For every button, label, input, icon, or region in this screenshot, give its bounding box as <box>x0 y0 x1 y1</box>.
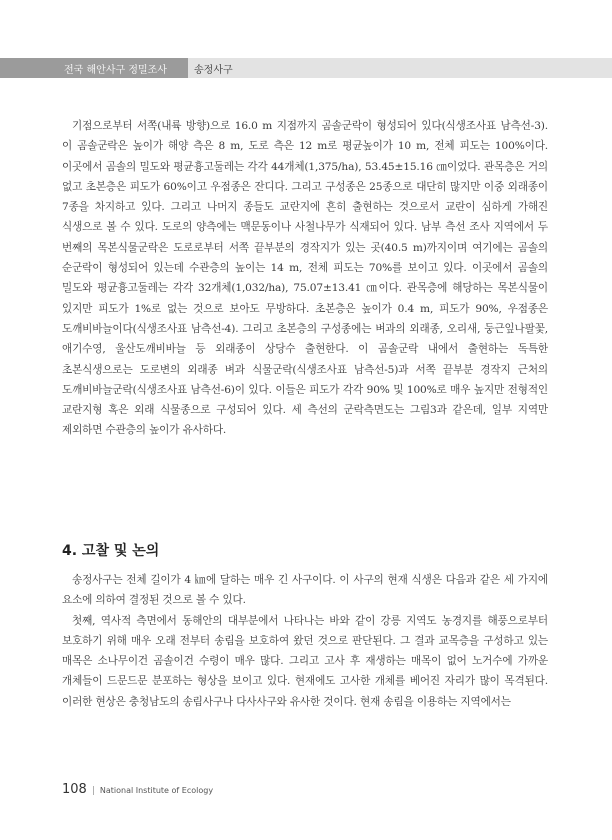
running-header <box>0 58 612 78</box>
body-text <box>62 116 548 441</box>
chapter-title: 송정사구 <box>194 65 233 76</box>
page-footer <box>62 778 213 797</box>
body-paragraph: 기점으로부터 서쪽(내륙 방향)으로 16.0 m 지점까지 곰솔군락이 형성되어 있다(식생조사표 남측선-3). 이 곰솔군락은 높이가 해양 측은 8 m, 도로 측은 12 m로 평균높이가 10 m, 전체 피도는 100%이다. 이곳에서 곰솔의 밀도와 평균흉고둘레는 각각 44개체(1,375/ha), 53.45±15.16 ㎝이었다. 관목층은 거의 없고 초본층은 피도가 60%이고 우점종은 잔디다. 그리고 구성종은 25종으로 대단히 많지만 이중 외래종이 7종을 차지하고 있다. 그리고 나머지 종들도 교란지에 흔히 출현하는 것으로서 교란이 심하게 가해진 식생으로 볼 수 있다. 도로의 양측에는 맥문동이나 사철나무가 식재되어 있다. 남부 측선 조사 지역에서 두 번째의 목본식물군락은 도로로부터 서쪽 끝부분의 경작지가 있는 곳(40.5 m)까지이며 여기에는 곰솔의 순군락이 형성되어 있는데 수관층의 높이는 14 m, 전체 피도는 70%를 보이고 있다. 이곳에서 곰솔의 밀도와 평균흉고둘레는 각각 32개체(1,032/ha), 75.07±13.41 ㎝이다. 관목층에 해당하는 목본식물이 있지만 피도가 1%로 없는 것으로 보아도 무방하다. 초본층은 높이가 0.4 m, 피도가 90%, 우점종은 도깨비바늘이다(식생조사표 남측선-4). 그리고 초본층의 구성종에는 벼과의 외래종, 오리새, 둥근잎나팔꽃, 애기수영, 울산도깨비바늘 등 외래종이 상당수 출현한다. 이 곰솔군락 내에서 출현하는 독특한 초본식생으로는 도로변의 외래종 벼과 식물군락(식생조사표 남측선-5)과 서쪽 끝부분 경작지 근처의 도깨비바늘군락(식생조사표 남측선-6)이 있다. 이들은 피도가 각각 90% 및 100%로 매우 높지만 전형적인 교란지형 혹은 외래 식물종으로 구성되어 있다. 세 측선의 군락측면도는 그림3과 같은데, 일부 지역만 제외하면 수관층의 높이가 유사하다. <box>62 120 548 437</box>
footer-separator: | <box>91 786 95 796</box>
page-number: 108 <box>62 782 87 797</box>
section-body <box>62 570 548 712</box>
section-paragraph: 첫째, 역사적 측면에서 동해안의 대부분에서 나타나는 바와 같이 강릉 지역도 농경지를 해풍으로부터 보호하기 위해 매우 오래 전부터 송림을 보호하여 왔던 것으로 판단된다. 그 결과 교목층을 구성하고 있는 매목은 소나무이건 곰솔이건 수령이 매우 많다. 그리고 고사 후 재생하는 매목이 없어 노거수에 가까운 개체들이 드문드문 분포하는 형상을 보이고 있다. 현재에도 고사한 개체를 베어진 자리가 많이 목격된다. 이러한 현상은 충청남도의 송림사구나 다사사구와 유사한 것이다. 현재 송림을 이용하는 지역에서는 <box>62 614 548 708</box>
section-paragraph: 송정사구는 전체 길이가 4 ㎞에 달하는 매우 긴 사구이다. 이 사구의 현재 식생은 다음과 같은 세 가지에 요소에 의하여 결정된 것으로 볼 수 있다. <box>62 574 548 607</box>
section-heading: 4. 고찰 및 논의 <box>62 543 160 559</box>
series-title: 전국 해안사구 정밀조사 <box>64 65 167 76</box>
chapter-title-bar <box>188 58 612 78</box>
series-title-tab <box>0 58 188 78</box>
institution-name: National Institute of Ecology <box>99 786 214 795</box>
